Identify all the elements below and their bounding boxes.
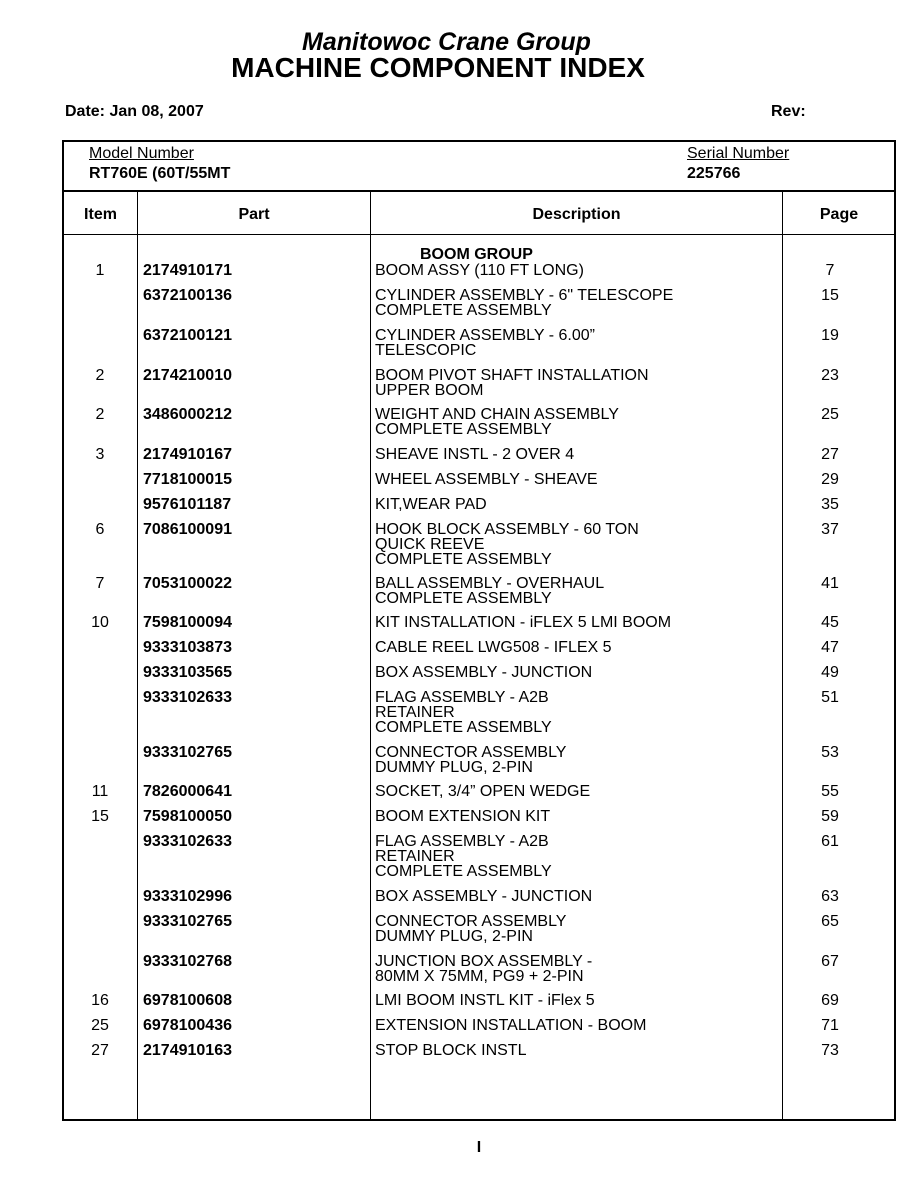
page-reference: 29 — [821, 471, 839, 488]
column-header-item: Item — [84, 206, 117, 223]
description-line: FLAG ASSEMBLY - A2B — [375, 833, 549, 850]
part-number: 6372100121 — [143, 327, 232, 344]
page-reference: 65 — [821, 913, 839, 930]
page-reference: 61 — [821, 833, 839, 850]
description — [375, 665, 775, 680]
page-reference: 15 — [821, 287, 839, 304]
description — [375, 954, 775, 984]
page-reference: 19 — [821, 327, 839, 344]
description-line: CYLINDER ASSEMBLY - 6.00” — [375, 327, 595, 344]
company-name: Manitowoc Crane Group — [302, 28, 591, 56]
description-line: CABLE REEL LWG508 - IFLEX 5 — [375, 639, 612, 656]
description-line: BALL ASSEMBLY - OVERHAUL — [375, 575, 605, 592]
description-line: CONNECTOR ASSEMBLY — [375, 744, 567, 761]
page-reference: 53 — [821, 744, 839, 761]
page-reference: 73 — [821, 1042, 839, 1059]
description-line: BOX ASSEMBLY - JUNCTION — [375, 888, 593, 905]
description — [375, 640, 775, 655]
part-number: 9576101187 — [143, 496, 232, 513]
description-line: DUMMY PLUG, 2-PIN — [375, 928, 533, 945]
document-title: MACHINE COMPONENT INDEX — [231, 52, 645, 83]
part-number: 9333102765 — [143, 913, 232, 930]
description-line: SHEAVE INSTL - 2 OVER 4 — [375, 446, 575, 463]
part-number: 7598100050 — [143, 808, 232, 825]
column-header-part: Part — [238, 206, 270, 223]
description-line: CONNECTOR ASSEMBLY — [375, 913, 567, 930]
page-reference: 63 — [821, 888, 839, 905]
page-reference: 59 — [821, 808, 839, 825]
page-reference: 37 — [821, 521, 839, 538]
description-line: 80MM X 75MM, PG9 + 2-PIN — [375, 968, 584, 985]
part-number: 7086100091 — [143, 521, 232, 538]
document-date: Date: Jan 08, 2007 — [65, 103, 204, 120]
description — [375, 690, 775, 735]
part-number: 9333103565 — [143, 664, 232, 681]
description — [375, 834, 775, 879]
item-number: 27 — [91, 1042, 109, 1059]
description — [375, 263, 775, 278]
part-number: 9333102633 — [143, 689, 232, 706]
part-number: 2174210010 — [143, 367, 232, 384]
description — [375, 368, 775, 398]
description — [375, 407, 775, 437]
description-line: BOOM ASSY (110 FT LONG) — [375, 262, 584, 279]
page-reference: 23 — [821, 367, 839, 384]
description-line: WEIGHT AND CHAIN ASSEMBLY — [375, 406, 619, 423]
description — [375, 288, 775, 318]
description-line: RETAINER — [375, 848, 455, 865]
page-reference: 69 — [821, 992, 839, 1009]
description — [375, 522, 775, 567]
description-line: KIT INSTALLATION - iFLEX 5 LMI BOOM — [375, 614, 672, 631]
description — [375, 497, 775, 512]
part-number: 9333102996 — [143, 888, 232, 905]
part-number: 9333102768 — [143, 953, 232, 970]
description — [375, 328, 775, 358]
item-number: 11 — [91, 783, 109, 800]
part-number: 3486000212 — [143, 406, 232, 423]
item-number: 7 — [95, 575, 105, 592]
column-header-page: Page — [819, 206, 859, 223]
part-number: 2174910163 — [143, 1042, 232, 1059]
revision-label: Rev: — [771, 103, 806, 120]
serial-number-value: 225766 — [687, 165, 741, 182]
column-divider-part — [370, 190, 371, 1119]
model-number-label: Model Number — [89, 145, 194, 162]
description-line: EXTENSION INSTALLATION - BOOM — [375, 1017, 647, 1034]
description-line: SOCKET, 3/4” OPEN WEDGE — [375, 783, 591, 800]
page-reference: 71 — [821, 1017, 839, 1034]
page-reference: 25 — [821, 406, 839, 423]
page-reference: 55 — [821, 783, 839, 800]
description-line: FLAG ASSEMBLY - A2B — [375, 689, 549, 706]
description-line: STOP BLOCK INSTL — [375, 1042, 527, 1059]
part-number: 9333103873 — [143, 639, 232, 656]
description — [375, 615, 775, 630]
description — [375, 576, 775, 606]
header-divider — [64, 190, 894, 192]
description — [375, 993, 775, 1008]
description-line: RETAINER — [375, 704, 455, 721]
column-divider-item — [137, 190, 138, 1119]
part-number: 7598100094 — [143, 614, 232, 631]
description-line: DUMMY PLUG, 2-PIN — [375, 759, 533, 776]
description-line: COMPLETE ASSEMBLY — [375, 590, 552, 607]
description-line: BOOM PIVOT SHAFT INSTALLATION — [375, 367, 649, 384]
description — [375, 1043, 775, 1058]
description-line: BOOM EXTENSION KIT — [375, 808, 551, 825]
page-reference: 47 — [821, 639, 839, 656]
description-line: LMI BOOM INSTL KIT - iFlex 5 — [375, 992, 595, 1009]
item-number: 6 — [95, 521, 105, 538]
description — [375, 784, 775, 799]
description-line: COMPLETE ASSEMBLY — [375, 421, 552, 438]
item-number: 2 — [95, 367, 105, 384]
item-number: 25 — [91, 1017, 109, 1034]
part-number: 6978100608 — [143, 992, 232, 1009]
item-number: 3 — [95, 446, 105, 463]
item-number: 15 — [91, 808, 109, 825]
page-reference: 41 — [821, 575, 839, 592]
page-number: I — [476, 1139, 482, 1156]
description-line: QUICK REEVE — [375, 536, 485, 553]
item-number: 2 — [95, 406, 105, 423]
column-header-divider — [64, 234, 894, 235]
part-number: 7826000641 — [143, 783, 232, 800]
description — [375, 1018, 775, 1033]
description-line: COMPLETE ASSEMBLY — [375, 863, 552, 880]
part-number: 7718100015 — [143, 471, 232, 488]
description — [375, 447, 775, 462]
serial-number-label: Serial Number — [687, 145, 790, 162]
part-number: 2174910167 — [143, 446, 232, 463]
page-reference: 49 — [821, 664, 839, 681]
description-line: HOOK BLOCK ASSEMBLY - 60 TON — [375, 521, 639, 538]
description — [375, 889, 775, 904]
description-line: COMPLETE ASSEMBLY — [375, 302, 552, 319]
description — [375, 745, 775, 775]
page-reference: 27 — [821, 446, 839, 463]
description-line: JUNCTION BOX ASSEMBLY - — [375, 953, 593, 970]
part-number: 7053100022 — [143, 575, 232, 592]
page-reference: 45 — [821, 614, 839, 631]
part-number: 2174910171 — [143, 262, 232, 279]
description — [375, 914, 775, 944]
description-line: BOX ASSEMBLY - JUNCTION — [375, 664, 593, 681]
description-line: WHEEL ASSEMBLY - SHEAVE — [375, 471, 598, 488]
part-number: 9333102633 — [143, 833, 232, 850]
page-reference: 7 — [825, 262, 835, 279]
part-number: 6372100136 — [143, 287, 232, 304]
description-line: UPPER BOOM — [375, 382, 484, 399]
page-reference: 51 — [821, 689, 839, 706]
description — [375, 472, 775, 487]
part-number: 9333102765 — [143, 744, 232, 761]
item-number: 16 — [91, 992, 109, 1009]
item-number: 10 — [91, 614, 109, 631]
description-line: TELESCOPIC — [375, 342, 477, 359]
part-number: 6978100436 — [143, 1017, 232, 1034]
description-line: COMPLETE ASSEMBLY — [375, 551, 552, 568]
description — [375, 809, 775, 824]
description-line: COMPLETE ASSEMBLY — [375, 719, 552, 736]
description-line: CYLINDER ASSEMBLY - 6" TELESCOPE — [375, 287, 674, 304]
page-reference: 67 — [821, 953, 839, 970]
group-title: BOOM GROUP — [420, 246, 533, 263]
column-header-description: Description — [532, 206, 621, 223]
description-line: KIT,WEAR PAD — [375, 496, 487, 513]
item-number: 1 — [95, 262, 105, 279]
page-reference: 35 — [821, 496, 839, 513]
model-number-value: RT760E (60T/55MT — [89, 165, 231, 182]
